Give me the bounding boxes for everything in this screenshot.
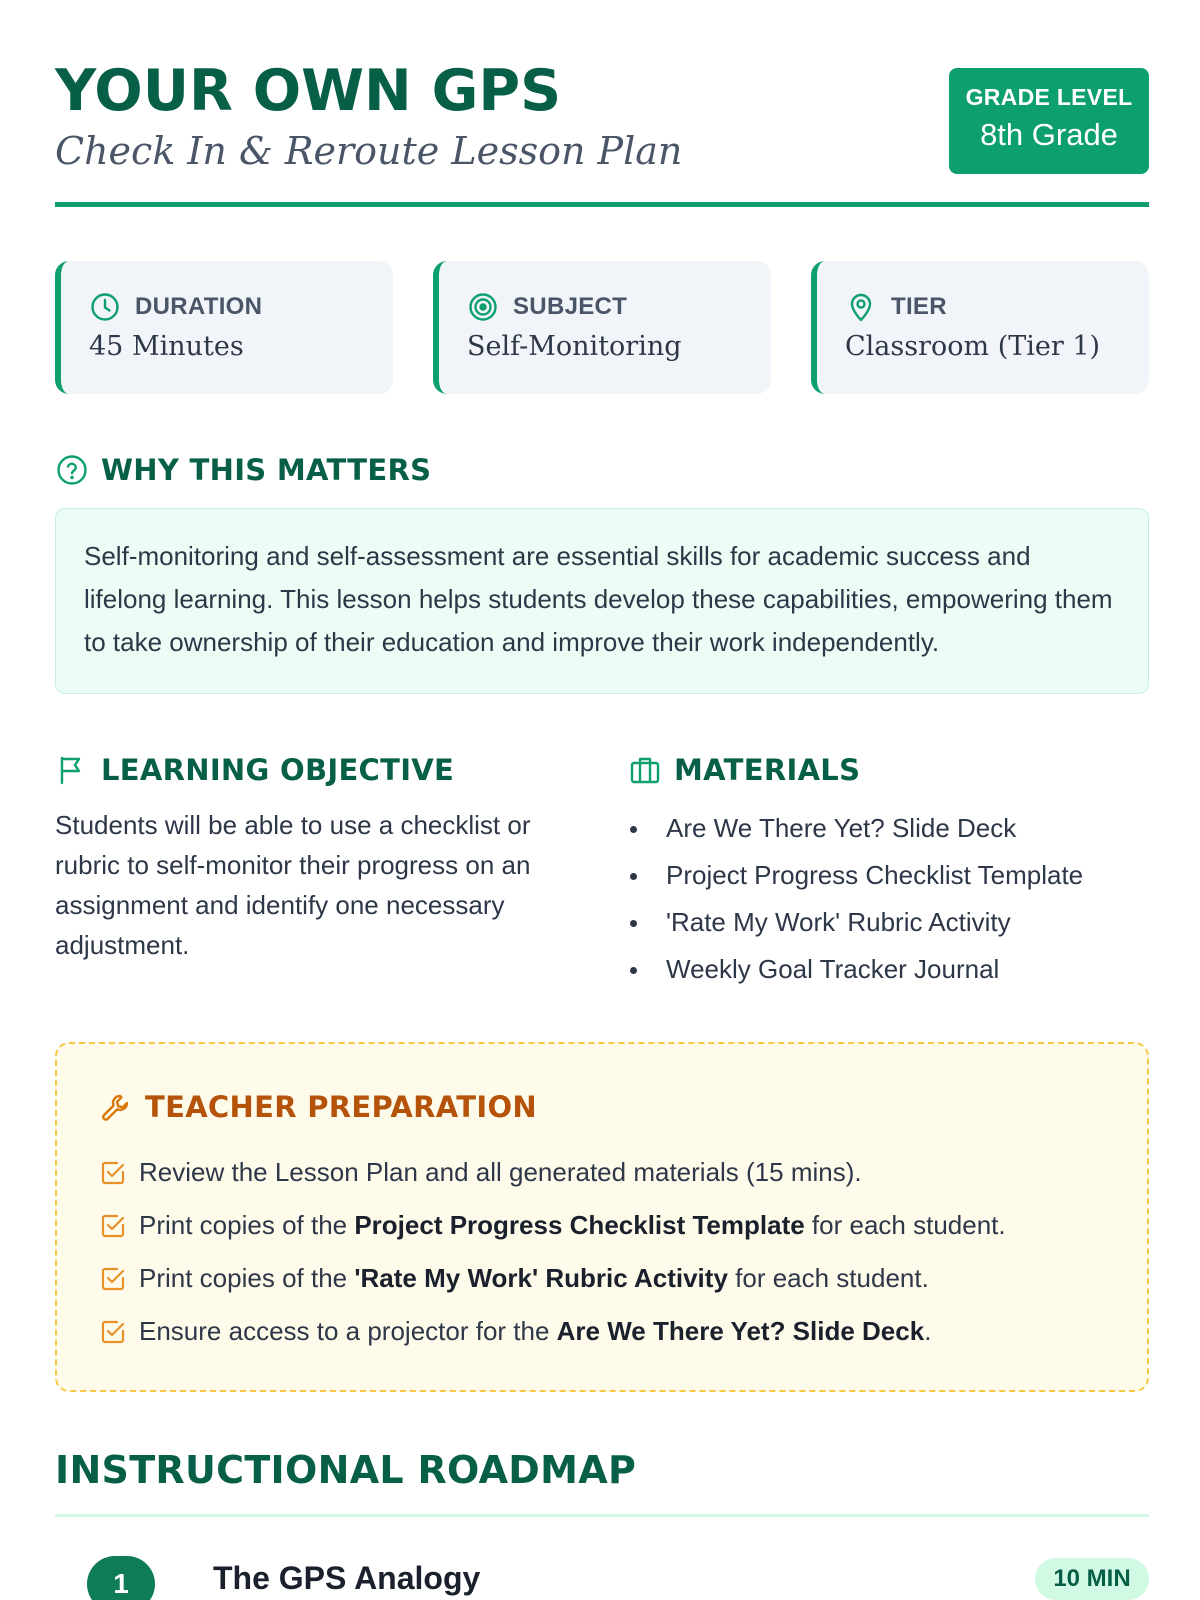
materials-item: Are We There Yet? Slide Deck [628,805,1148,852]
prep-item [99,1146,1006,1199]
grade-level-badge [949,68,1149,174]
materials-item: 'Rate My Work' Rubric Activity [628,899,1148,946]
prep-item [99,1199,1006,1252]
why-text: Self-monitoring and self-assessment are essential skills for academic success and lifelong learning. This lesson helps students develop these capabilities, empowering them to take ownership of their education and improve their work independently. [84,541,1113,657]
materials-heading-text: MATERIALS [674,753,861,787]
materials-item: Project Progress Checklist Template [628,852,1148,899]
briefcase-icon [628,753,662,787]
tier-label: TIER [891,293,947,320]
prep-heading-text: TEACHER PREPARATION [145,1090,537,1124]
prep-item-text: Ensure access to a projector for the [139,1316,557,1346]
check-square-icon [99,1318,127,1346]
wrench-icon [99,1090,133,1124]
subject-label: SUBJECT [513,293,628,320]
target-icon [467,291,499,323]
grade-level-value: 8th Grade [980,117,1118,152]
flag-icon [55,753,89,787]
help-circle-icon [55,453,89,487]
prep-item-bold: Are We There Yet? Slide Deck [556,1316,925,1346]
prep-item-text-end: . [924,1316,932,1346]
materials-list [628,805,1148,993]
teacher-preparation-box [55,1042,1149,1392]
page-subtitle: Check In & Reroute Lesson Plan [55,129,683,173]
prep-item [99,1252,1006,1305]
tier-value: Classroom (Tier 1) [845,331,1101,362]
why-heading-text: WHY THIS MATTERS [101,453,432,487]
materials-item: Weekly Goal Tracker Journal [628,946,1148,993]
prep-item-text: Review the Lesson Plan and all generated materials (15 mins). [139,1157,862,1187]
map-pin-icon [845,291,877,323]
step-duration-badge: 10 MIN [1035,1558,1149,1600]
why-box [55,508,1149,694]
prep-item [99,1305,1006,1358]
clock-icon [89,291,121,323]
subject-card [433,261,771,394]
prep-heading [99,1090,537,1124]
prep-item-text-end: for each student. [727,1263,929,1293]
step-number-badge: 1 [87,1556,155,1600]
info-cards [55,261,1149,394]
step-title: The GPS Analogy [213,1560,481,1596]
objective-text: Students will be able to use a checklist or rubric to self-monitor their progress on an assignment and identify one necessary adjustment. [55,810,531,960]
why-heading [55,453,431,487]
check-square-icon [99,1212,127,1240]
duration-value: 45 Minutes [89,331,244,362]
objective-heading-text: LEARNING OBJECTIVE [101,753,455,787]
prep-item-bold: Project Progress Checklist Template [354,1210,805,1240]
check-square-icon [99,1265,127,1293]
subject-value: Self-Monitoring [467,331,682,362]
tier-card [811,261,1149,394]
prep-item-text: Print copies of the [139,1210,355,1240]
prep-item-text-end: for each student. [804,1210,1006,1240]
prep-item-bold: 'Rate My Work' Rubric Activity [354,1263,728,1293]
prep-item-text: Print copies of the [139,1263,355,1293]
grade-level-label: GRADE LEVEL [965,84,1133,110]
duration-label: DURATION [135,293,263,320]
page-header [55,52,1149,207]
materials-heading [628,753,860,787]
roadmap-heading: INSTRUCTIONAL ROADMAP [55,1448,637,1492]
roadmap-divider [55,1514,1149,1517]
page-title: YOUR OWN GPS [55,58,562,124]
objective-heading [55,753,454,787]
check-square-icon [99,1159,127,1187]
prep-checklist [99,1146,1006,1358]
duration-card [55,261,393,394]
